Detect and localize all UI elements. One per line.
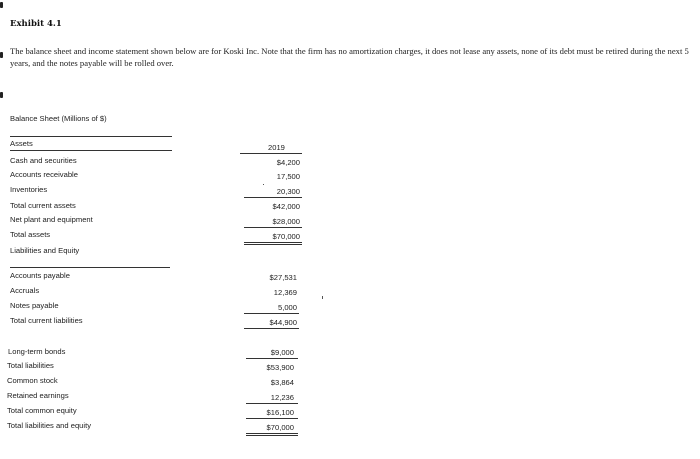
- row-value: $4,200: [276, 158, 300, 167]
- row-label: Net plant and equipment: [10, 215, 93, 224]
- table-rule: [246, 358, 298, 359]
- row-value: $70,000: [266, 423, 294, 432]
- table-rule: [246, 418, 298, 419]
- row-value: $44,900: [269, 318, 297, 327]
- row-label: Cash and securities: [10, 156, 77, 165]
- row-value: $16,100: [266, 408, 294, 417]
- row-value: $53,900: [266, 363, 294, 372]
- row-label: Common stock: [7, 376, 58, 385]
- row-value: $42,000: [272, 202, 300, 211]
- table-rule: [244, 244, 302, 245]
- row-label: Total current assets: [10, 201, 76, 210]
- row-label: Long-term bonds: [8, 347, 66, 356]
- row-label: Retained earnings: [7, 391, 69, 400]
- row-label: Total liabilities and equity: [7, 421, 92, 430]
- row-label: Total assets: [10, 230, 51, 239]
- margin-mark: [0, 52, 3, 58]
- scan-speck: [322, 296, 323, 299]
- row-value: $28,000: [272, 217, 300, 226]
- balance-sheet-title: Balance Sheet (Millions of $): [10, 114, 107, 123]
- table-rule: [244, 313, 299, 314]
- table-rule: [10, 136, 172, 137]
- row-value: 17,500: [276, 172, 300, 181]
- table-rule: [244, 242, 302, 243]
- year-header: 2019: [268, 143, 285, 152]
- row-label: Total liabilities: [7, 361, 54, 370]
- row-value: $9,000: [270, 348, 294, 357]
- table-rule: [246, 433, 298, 434]
- row-label: Total common equity: [7, 406, 77, 415]
- margin-mark: [0, 92, 3, 98]
- row-label: Accruals: [10, 286, 40, 295]
- margin-mark: [0, 2, 3, 8]
- table-rule: [244, 328, 299, 329]
- table-rule: [244, 227, 302, 228]
- scan-speck: [263, 184, 264, 185]
- row-value: $3,864: [270, 378, 294, 387]
- row-label: Inventories: [10, 185, 48, 194]
- row-value: 20,300: [276, 187, 300, 196]
- liabilities-header: Liabilities and Equity: [10, 246, 80, 255]
- row-value: $70,000: [272, 232, 300, 241]
- table-rule: [246, 403, 298, 404]
- assets-header: Assets: [10, 139, 33, 148]
- table-rule: [10, 267, 170, 268]
- exhibit-intro: The balance sheet and income statement shown below are for Koski Inc. Note that the firm has no amortization charges, it does not lease any assets, none of its debt must be retired during the next 5 years, and the notes payable will be rolled over.: [10, 46, 689, 68]
- row-label: Accounts receivable: [10, 170, 78, 179]
- table-rule: [10, 150, 172, 151]
- table-rule: [246, 435, 298, 436]
- table-rule: [240, 153, 302, 154]
- row-label: Total current liabilities: [10, 316, 83, 325]
- row-label: Notes payable: [10, 301, 59, 310]
- table-rule: [244, 197, 302, 198]
- row-value: 12,369: [273, 288, 297, 297]
- row-value: $27,531: [269, 273, 297, 282]
- exhibit-title: Exhibit 4.1: [10, 19, 62, 29]
- row-label: Accounts payable: [10, 271, 70, 280]
- row-value: 5,000: [277, 303, 297, 312]
- row-value: 12,236: [270, 393, 294, 402]
